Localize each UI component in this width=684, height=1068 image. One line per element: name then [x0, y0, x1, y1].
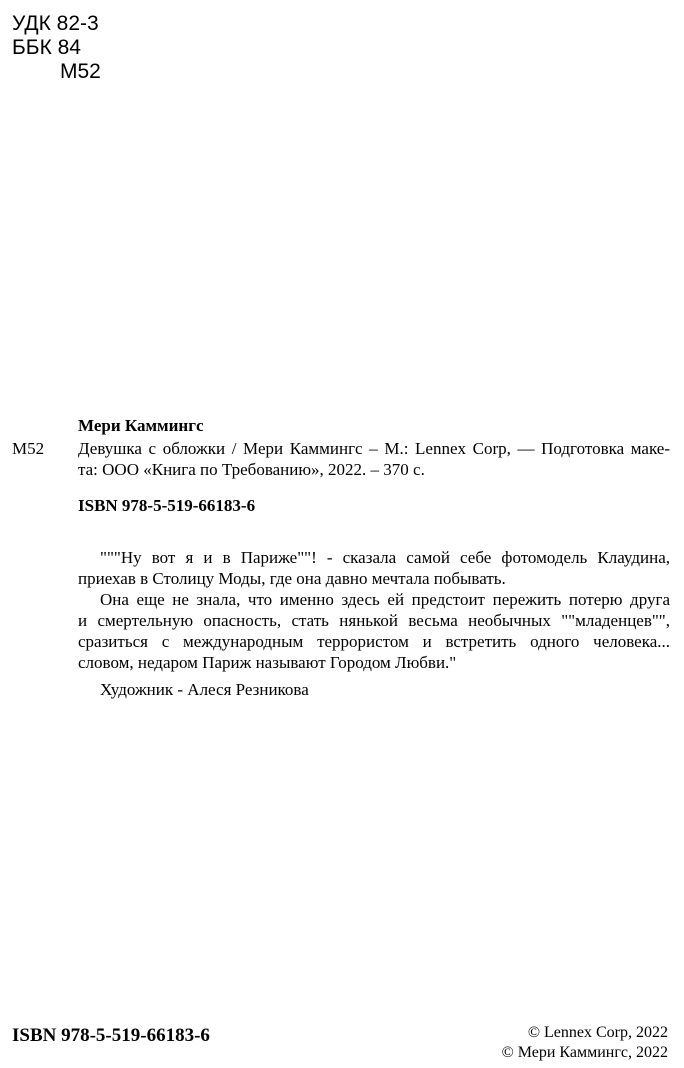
bbk-code: ББК 84 [12, 36, 81, 59]
illustrator-credit: Художник - Алеся Резникова [100, 680, 309, 699]
copyright-publisher: © Lennex Corp, 2022 [527, 1024, 668, 1041]
author-name: Мери Каммингс [78, 416, 204, 435]
annotation-line-1: """Ну вот я и в Париже""! - сказала самой себе фотомодель Клаудина, [100, 548, 670, 567]
author-mark-repeat: М52 [12, 439, 45, 458]
annotation-line-6: словом, недаром Париж называют Городом Любви." [78, 653, 457, 672]
annotation-line-4: и смертельную опасность, стать нянькой весьма необычных ""младенцев"", [78, 611, 670, 630]
copyright-author: © Мери Каммингс, 2022 [501, 1044, 668, 1061]
bibliographic-line-1: Девушка с обложки / Мери Каммингс – М.: Lennex Corp, — Подготовка маке- [78, 439, 670, 458]
isbn-record: ISBN 978-5-519-66183-6 [78, 496, 256, 515]
udk-code: УДК 82-3 [12, 12, 99, 35]
isbn-footer: ISBN 978-5-519-66183-6 [12, 1025, 210, 1046]
author-mark: М52 [60, 60, 101, 83]
annotation-line-5: сразиться с международным террористом и встретить одного человека... [78, 632, 670, 651]
annotation-line-3: Она еще не знала, что именно здесь ей предстоит пережить потерю друга [100, 590, 670, 609]
bibliographic-line-2: та: ООО «Книга по Требованию», 2022. – 370 с. [78, 460, 425, 479]
annotation-line-2: приехав в Столицу Моды, где она давно мечтала побывать. [78, 569, 506, 588]
